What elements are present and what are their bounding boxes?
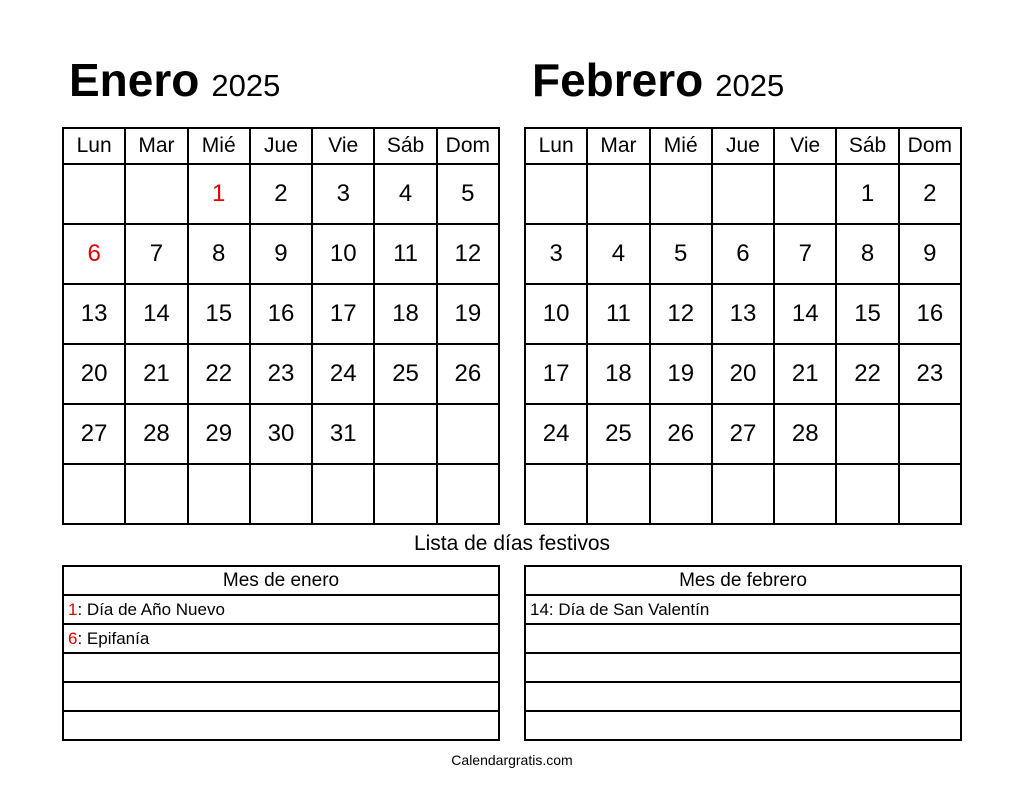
day-cell: 29 [188,404,250,464]
holiday-entries [525,595,961,740]
day-cell: 24 [525,404,587,464]
day-cell: 18 [374,284,436,344]
day-cell: 13 [712,284,774,344]
day-cell: 16 [899,284,961,344]
holiday-entry [525,711,961,740]
weekday-label: Mié [650,128,712,164]
empty-day-cell [63,464,125,524]
weekday-label: Vie [774,128,836,164]
holiday-list-enero [62,565,500,741]
calendar-febrero [524,127,962,525]
month-title-enero [69,52,280,108]
holiday-entry-row [63,682,499,711]
weekday-label: Lun [63,128,125,164]
day-cell: 11 [374,224,436,284]
week-row [63,344,499,404]
day-cell: 23 [250,344,312,404]
weekday-row [63,128,499,164]
holiday-entry [63,624,499,653]
holiday-entry [63,711,499,740]
weekday-label: Mar [125,128,187,164]
week-row [525,344,961,404]
week-row [63,164,499,224]
holiday-entry-row [63,711,499,740]
day-cell: 3 [312,164,374,224]
empty-day-cell [650,464,712,524]
weeks [525,164,961,524]
weekday-row [525,128,961,164]
empty-day-cell [899,404,961,464]
weekday-label: Lun [525,128,587,164]
empty-day-cell [374,464,436,524]
holiday-list-febrero [524,565,962,741]
day-cell: 15 [836,284,898,344]
weekday-label: Vie [312,128,374,164]
holiday-day: 1 [68,599,78,619]
holiday-entry [525,653,961,682]
day-cell: 10 [312,224,374,284]
day-cell: 27 [712,404,774,464]
week-row [63,404,499,464]
day-cell: 2 [899,164,961,224]
day-cell: 23 [899,344,961,404]
month-title-febrero [532,52,784,108]
weekday-label: Jue [712,128,774,164]
day-cell: 4 [587,224,649,284]
holiday-list-header [63,566,499,595]
day-cell: 22 [836,344,898,404]
day-cell: 5 [437,164,499,224]
empty-day-cell [774,164,836,224]
empty-day-cell [437,464,499,524]
day-cell: 8 [836,224,898,284]
holiday-day: 14 [530,599,549,619]
day-cell: 6 [63,224,125,284]
day-cell: 17 [312,284,374,344]
empty-day-cell [587,164,649,224]
day-cell: 25 [374,344,436,404]
weekday-header-row [525,128,961,164]
empty-day-cell [525,164,587,224]
week-row [525,284,961,344]
day-cell: 5 [650,224,712,284]
empty-day-cell [774,464,836,524]
weeks [63,164,499,524]
holiday-entries [63,595,499,740]
day-cell: 20 [63,344,125,404]
holidays-heading: Lista de días festivos [413,532,611,555]
holiday-entry-row [63,595,499,624]
day-cell: 20 [712,344,774,404]
holiday-entry [63,595,499,624]
empty-day-cell [899,464,961,524]
weekday-label: Mié [188,128,250,164]
weekday-header-row [63,128,499,164]
holiday-entry [63,682,499,711]
day-cell: 1 [836,164,898,224]
empty-day-cell [650,164,712,224]
holiday-entry-row [525,711,961,740]
day-cell: 15 [188,284,250,344]
day-cell: 10 [525,284,587,344]
holiday-entry-row [525,595,961,624]
day-cell: 30 [250,404,312,464]
day-cell: 14 [125,284,187,344]
week-row [525,164,961,224]
weekday-label: Sáb [836,128,898,164]
day-cell: 21 [125,344,187,404]
day-cell: 9 [250,224,312,284]
holiday-list-title: Mes de enero [63,566,499,595]
weekday-label: Dom [437,128,499,164]
day-cell: 22 [188,344,250,404]
holiday-list-header [525,566,961,595]
day-cell: 7 [774,224,836,284]
weekday-label: Jue [250,128,312,164]
day-cell: 8 [188,224,250,284]
day-cell: 24 [312,344,374,404]
week-row [63,284,499,344]
month-year: 2025 [211,68,281,103]
day-cell: 4 [374,164,436,224]
week-row [525,404,961,464]
week-row [63,464,499,524]
day-cell: 7 [125,224,187,284]
holiday-entry [525,624,961,653]
day-cell: 1 [188,164,250,224]
day-cell: 25 [587,404,649,464]
day-cell: 28 [774,404,836,464]
day-cell: 31 [312,404,374,464]
empty-day-cell [188,464,250,524]
holiday-day: 6 [68,628,78,648]
day-cell: 21 [774,344,836,404]
empty-day-cell [312,464,374,524]
empty-day-cell [374,404,436,464]
day-cell: 12 [437,224,499,284]
empty-day-cell [712,464,774,524]
weekday-label: Mar [587,128,649,164]
holiday-list-title: Mes de febrero [525,566,961,595]
day-cell: 2 [250,164,312,224]
weekday-label: Sáb [374,128,436,164]
holiday-entry-row [525,624,961,653]
empty-day-cell [587,464,649,524]
holiday-entry-row [63,624,499,653]
day-cell: 12 [650,284,712,344]
holiday-list-header-row [525,566,961,595]
month-name: Febrero [532,54,704,106]
empty-day-cell [63,164,125,224]
weekday-label: Dom [899,128,961,164]
day-cell: 16 [250,284,312,344]
holiday-entry-row [63,653,499,682]
holiday-entry [525,595,961,624]
holiday-text: : Epifanía [77,628,150,648]
day-cell: 13 [63,284,125,344]
week-row [525,224,961,284]
day-cell: 28 [125,404,187,464]
holiday-entry-row [525,682,961,711]
day-cell: 11 [587,284,649,344]
day-cell: 19 [650,344,712,404]
day-cell: 6 [712,224,774,284]
month-name: Enero [69,54,200,106]
day-cell: 9 [899,224,961,284]
day-cell: 26 [650,404,712,464]
day-cell: 3 [525,224,587,284]
day-cell: 17 [525,344,587,404]
week-row [525,464,961,524]
empty-day-cell [437,404,499,464]
empty-day-cell [125,164,187,224]
day-cell: 27 [63,404,125,464]
holiday-entry [63,653,499,682]
day-cell: 14 [774,284,836,344]
day-cell: 18 [587,344,649,404]
calendar-enero [62,127,500,525]
empty-day-cell [836,404,898,464]
empty-day-cell [712,164,774,224]
empty-day-cell [125,464,187,524]
holiday-entry [525,682,961,711]
day-cell: 26 [437,344,499,404]
empty-day-cell [525,464,587,524]
holiday-text: : Día de Año Nuevo [77,599,225,619]
week-row [63,224,499,284]
month-year: 2025 [715,68,785,103]
footer-site-name: Calendargratis.com [451,752,573,768]
holiday-entry-row [525,653,961,682]
holiday-text: : Día de San Valentín [548,599,710,619]
empty-day-cell [250,464,312,524]
holiday-list-header-row [63,566,499,595]
day-cell: 19 [437,284,499,344]
empty-day-cell [836,464,898,524]
